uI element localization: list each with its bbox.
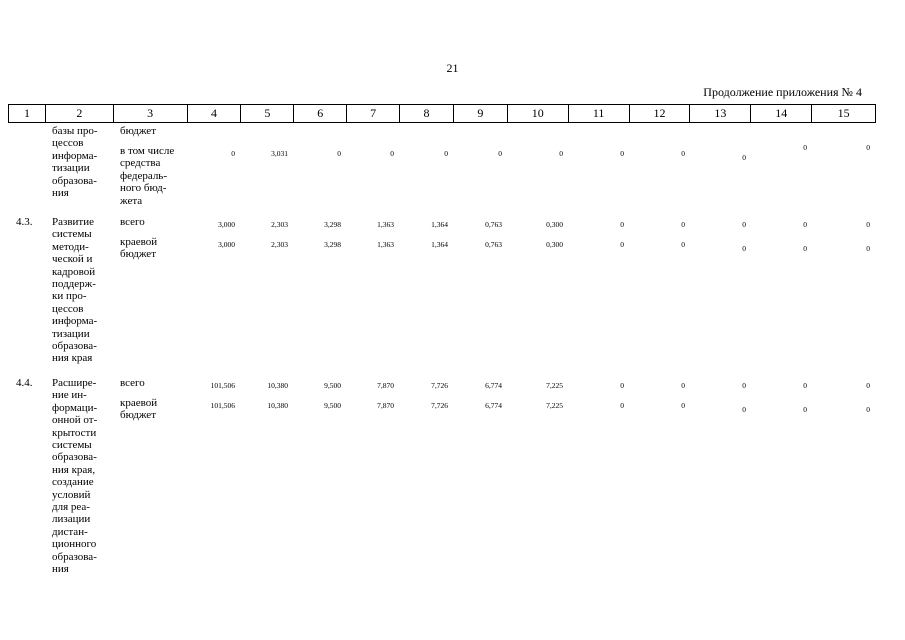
funding-source: в том числе средства федераль- ного бюд- жета — [120, 145, 175, 207]
value-cell: 2,303 — [271, 240, 288, 249]
value-cell: 0 — [620, 401, 624, 410]
funding-source: краевой бюджет — [120, 397, 158, 422]
value-cell: 1,364 — [431, 220, 448, 229]
value-cell: 0 — [681, 220, 685, 229]
value-cell: 6,774 — [485, 401, 502, 410]
funding-source: краевой бюджет — [120, 236, 158, 261]
value-cell: 3,000 — [218, 240, 235, 249]
value-cell: 0 — [620, 149, 624, 158]
value-cell: 1,363 — [377, 220, 394, 229]
value-cell: 1,363 — [377, 240, 394, 249]
header-cell-8: 8 — [400, 105, 454, 122]
header-cell-7: 7 — [347, 105, 400, 122]
page-number: 21 — [446, 61, 459, 75]
row-number: 4.4. — [16, 377, 33, 389]
value-cell: 3,031 — [271, 149, 288, 158]
value-cell: 7,870 — [377, 401, 394, 410]
value-cell: 6,774 — [485, 381, 502, 390]
value-cell: 7,870 — [377, 381, 394, 390]
value-cell: 7,225 — [546, 381, 563, 390]
value-cell: 7,225 — [546, 401, 563, 410]
header-cell-5: 5 — [241, 105, 294, 122]
value-cell: 3,298 — [324, 220, 341, 229]
value-cell: 0 — [803, 405, 807, 414]
row-name: Развитие системы методи- ческой и кадровой поддерж- ки про- цессов информа- тизации образова- ния края — [52, 216, 98, 365]
header-cell-4: 4 — [188, 105, 242, 122]
row-name: Расшире- ние ин- формаци- онной от- крытости системы образова- ния края, создание условий для реа- лизации дистан- ционного образова- ния — [52, 377, 98, 576]
value-cell: 0 — [681, 381, 685, 390]
row-number: 4.3. — [16, 216, 33, 228]
value-cell: 1,364 — [431, 240, 448, 249]
value-cell: 0 — [866, 244, 870, 253]
value-cell: 101,506 — [210, 401, 235, 410]
value-cell: 101,506 — [210, 381, 235, 390]
value-cell: 0 — [803, 381, 807, 390]
row-name: базы про- цессов информа- тизации образова- ния — [52, 125, 98, 200]
value-cell: 10,380 — [267, 401, 288, 410]
value-cell: 0 — [231, 149, 235, 158]
value-cell: 0,300 — [546, 220, 563, 229]
value-cell: 0 — [681, 149, 685, 158]
value-cell: 0,763 — [485, 220, 502, 229]
header-cell-2: 2 — [46, 105, 114, 122]
value-cell: 0 — [681, 401, 685, 410]
value-cell: 0 — [742, 405, 746, 414]
header-cell-15: 15 — [837, 106, 850, 120]
value-cell: 0 — [866, 220, 870, 229]
value-cell: 0 — [620, 240, 624, 249]
value-cell: 0 — [742, 381, 746, 390]
value-cell: 0 — [337, 149, 341, 158]
value-cell: 0 — [620, 381, 624, 390]
value-cell: 0 — [390, 149, 394, 158]
header-cell-10: 10 — [508, 105, 569, 122]
value-cell: 9,500 — [324, 401, 341, 410]
value-cell: 7,726 — [431, 401, 448, 410]
header-cell-11: 11 — [569, 105, 630, 122]
header-cell-3: 3 — [114, 105, 188, 122]
value-cell: 10,380 — [267, 381, 288, 390]
funding-source: всего — [120, 216, 145, 228]
value-cell: 0 — [620, 220, 624, 229]
value-cell: 7,726 — [431, 381, 448, 390]
funding-source: бюджет — [120, 125, 156, 137]
header-cell-14: 14 — [751, 105, 812, 122]
funding-source: всего — [120, 377, 145, 389]
header-cell-13: 13 — [690, 105, 751, 122]
value-cell: 0,300 — [546, 240, 563, 249]
value-cell: 0 — [742, 153, 746, 162]
value-cell: 0 — [559, 149, 563, 158]
header-cell-1: 1 — [9, 105, 46, 122]
value-cell: 0 — [742, 244, 746, 253]
value-cell: 0 — [498, 149, 502, 158]
header-cell-9: 9 — [454, 105, 508, 122]
value-cell: 0,763 — [485, 240, 502, 249]
value-cell: 0 — [803, 143, 807, 152]
header-cell-6: 6 — [294, 105, 347, 122]
value-cell: 0 — [681, 240, 685, 249]
value-cell: 0 — [444, 149, 448, 158]
value-cell: 0 — [803, 220, 807, 229]
continuation-title: Продолжение приложения № 4 — [703, 85, 862, 99]
value-cell: 0 — [803, 244, 807, 253]
value-cell: 3,298 — [324, 240, 341, 249]
value-cell: 0 — [866, 143, 870, 152]
header-cell-12: 12 — [630, 105, 691, 122]
table-header-row — [8, 104, 876, 123]
value-cell: 0 — [742, 220, 746, 229]
value-cell: 2,303 — [271, 220, 288, 229]
value-cell: 0 — [866, 381, 870, 390]
value-cell: 3,000 — [218, 220, 235, 229]
value-cell: 0 — [866, 405, 870, 414]
value-cell: 9,500 — [324, 381, 341, 390]
